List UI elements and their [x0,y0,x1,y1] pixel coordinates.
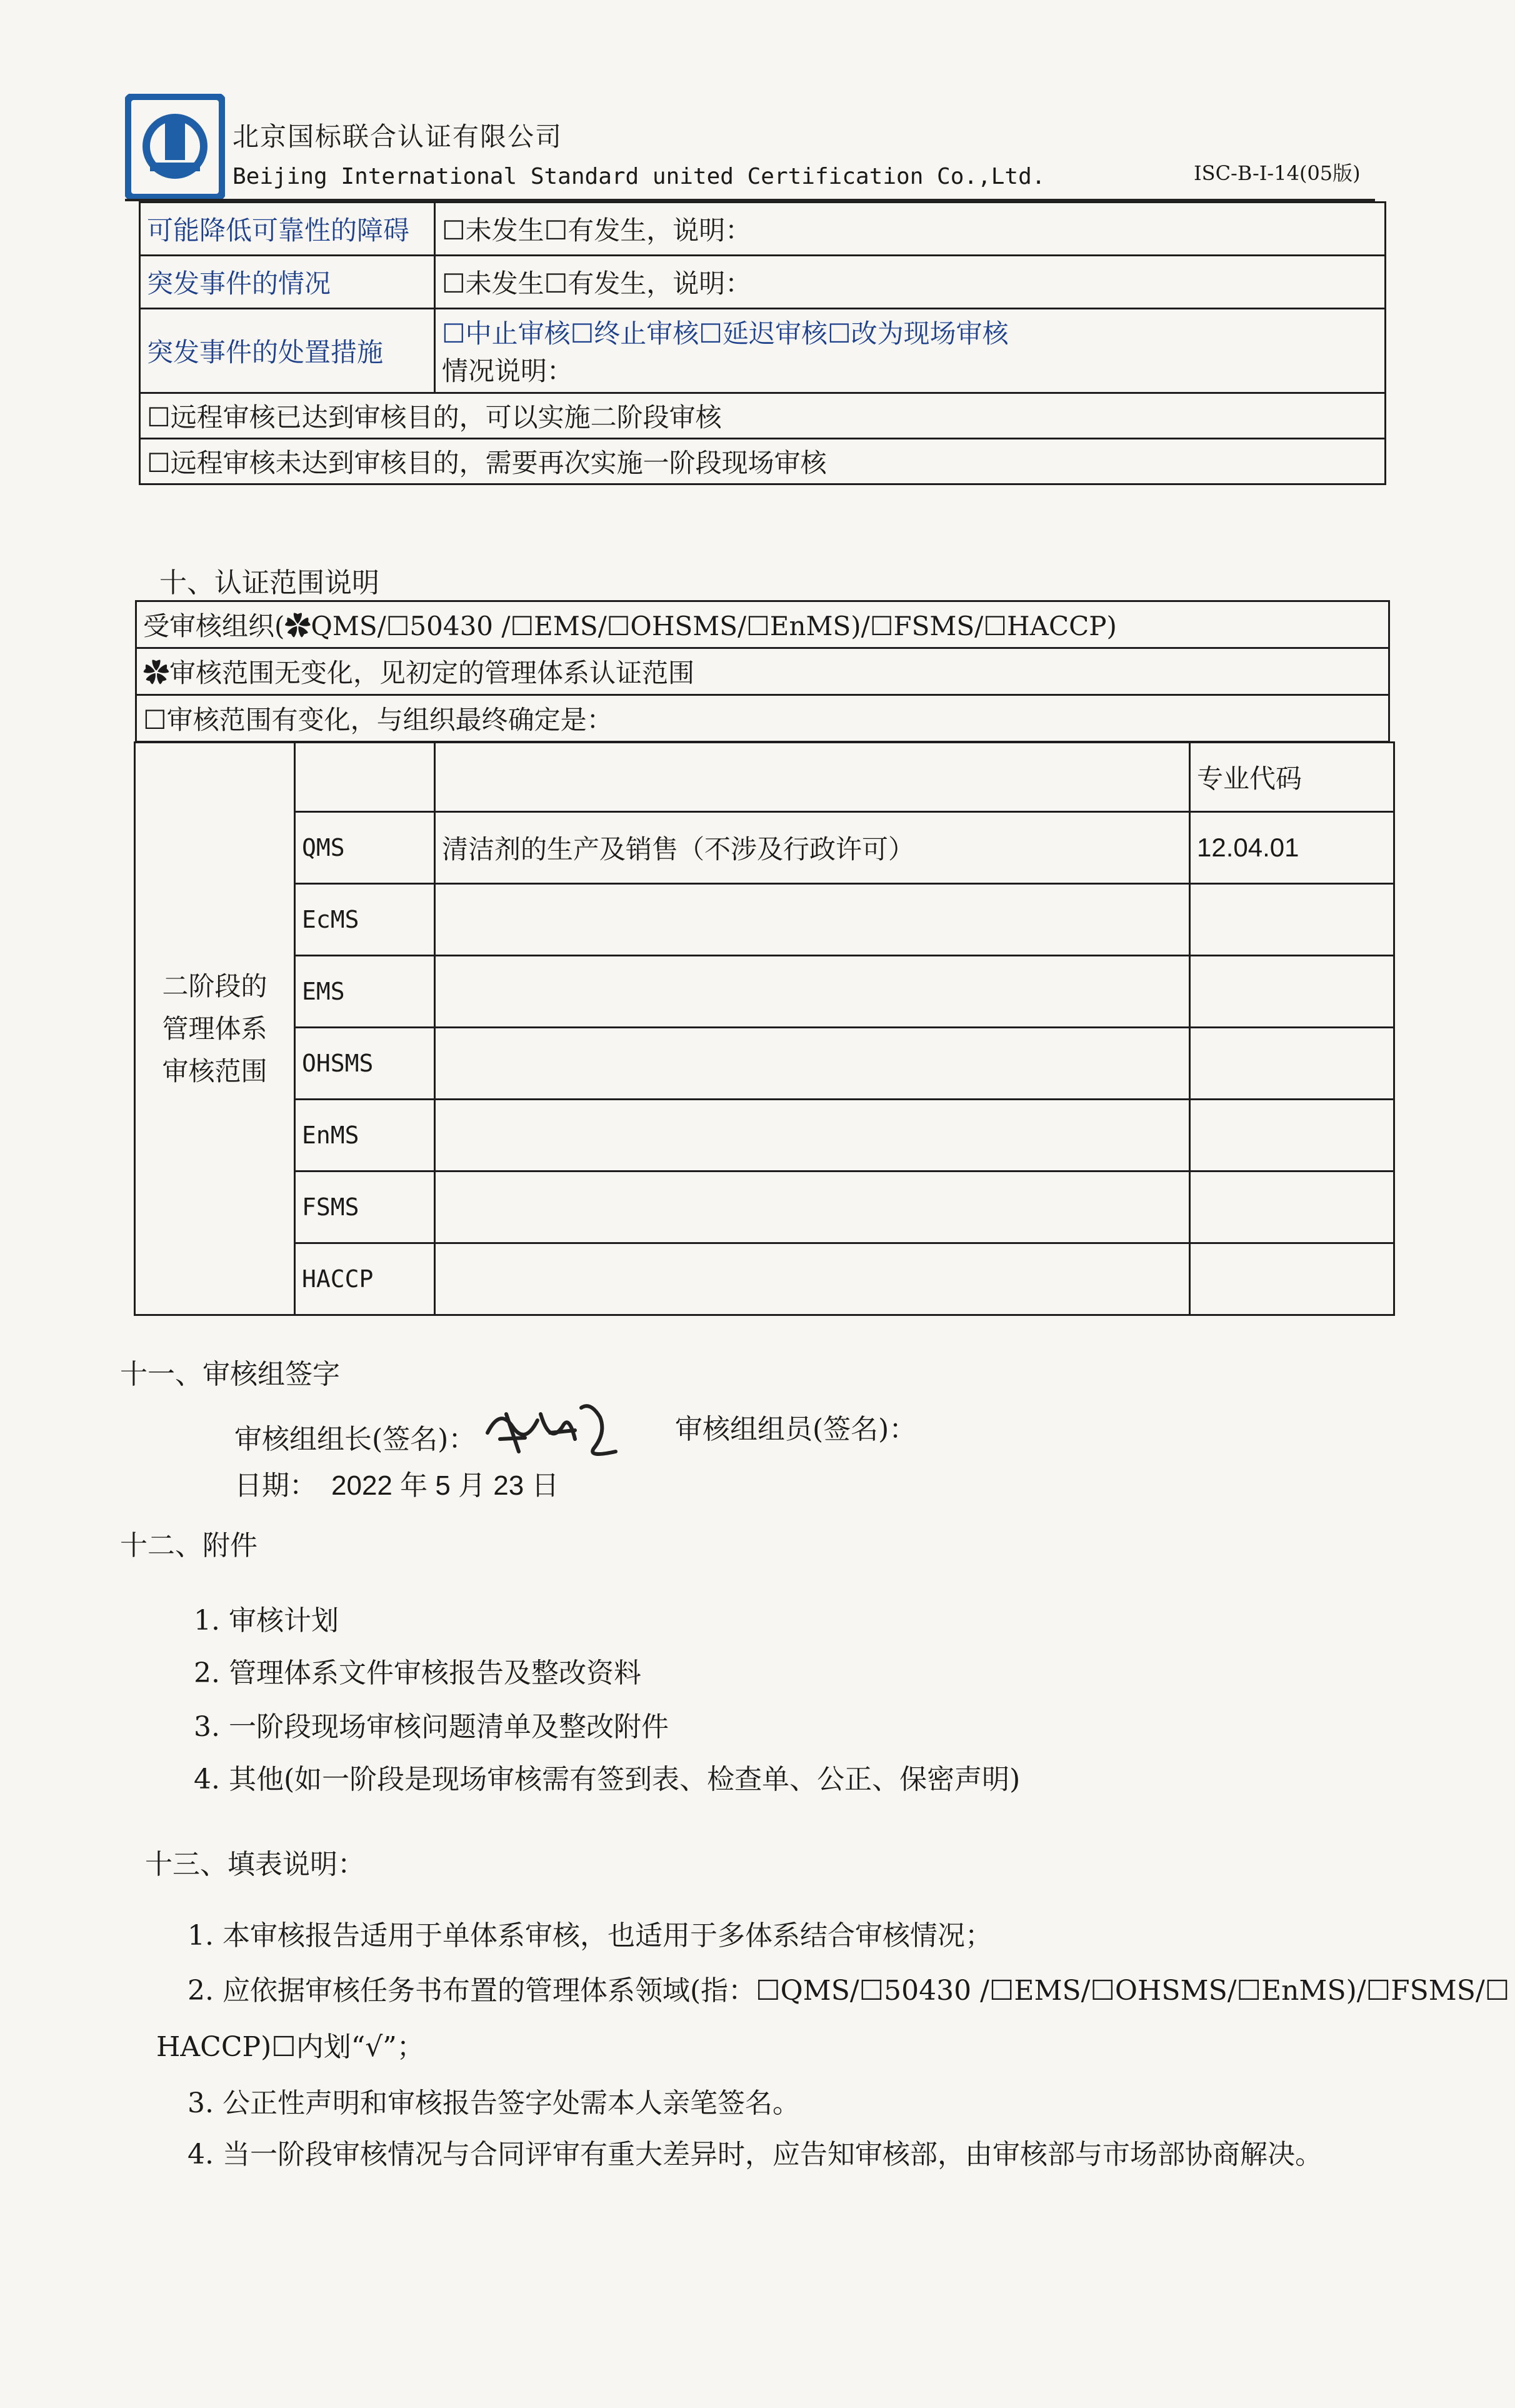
row-value: ☐未发生☐有发生，说明： [435,256,1386,309]
date-label: 日期： [234,1470,317,1502]
table-row [136,648,1389,695]
row-value-cell [435,309,1386,393]
remote-audit-table [139,201,1386,485]
member-signature-label: 审核组组员(签名)： [675,1413,917,1445]
row-value: ☐未发生☐有发生，说明： [435,203,1386,256]
scope-text [435,1243,1190,1315]
table-row [135,1243,1394,1315]
scope-text [435,1028,1190,1100]
system-name: EcMS [295,884,435,956]
industry-code [1190,1100,1394,1171]
table-row [140,439,1386,484]
instruction-item: 4. 当一阶段审核情况与合同评审有重大差异时，应告知审核部，由审核部与市场部协商解决。 [188,2139,1322,2170]
instruction-item: 2. 应依据审核任务书布置的管理体系领域(指：☐QMS/☐50430 /☐EMS/☐OHSMS/☐EnMS)/☐FSMS/☐ [188,1975,1510,2007]
attachment-item: 3. 一阶段现场审核问题清单及整改附件 [194,1711,669,1743]
table-row [140,203,1386,256]
scope-text [435,884,1190,956]
industry-code [1190,956,1394,1028]
table-row [135,1100,1394,1171]
row-label: 突发事件的情况 [140,256,435,309]
section-10-title: 十、认证范围说明 [159,567,379,599]
scope-text: 清洁剂的生产及销售（不涉及行政许可） [435,812,1190,884]
attachment-item: 1. 审核计划 [194,1605,339,1637]
form-code: ISC-B-I-14(05版) [1194,161,1361,185]
row-label: 可能降低可靠性的障碍 [140,203,435,256]
industry-code [1190,1171,1394,1243]
conclusion-not-achieved: ☐远程审核未达到审核目的，需要再次实施一阶段现场审核 [140,439,1386,484]
attachment-item: 2. 管理体系文件审核报告及整改资料 [194,1657,641,1689]
scope-unchanged: ✿审核范围无变化，见初定的管理体系认证范围 [136,648,1389,695]
scope-title-cell [135,743,295,1315]
table-row [135,1171,1394,1243]
system-name: FSMS [295,1171,435,1243]
system-name: OHSMS [295,1028,435,1100]
table-row [135,743,1394,812]
attachment-item: 4. 其他(如一阶段是现场审核需有签到表、检查单、公正、保密声明) [194,1763,1021,1795]
section-12-title: 十二、附件 [120,1530,258,1562]
system-name: EMS [295,956,435,1028]
instruction-item: 3. 公正性声明和审核报告签字处需本人亲笔签名。 [188,2087,800,2119]
table-row [136,601,1389,648]
header-blank [295,743,435,812]
table-row [140,256,1386,309]
system-name: HACCP [295,1243,435,1315]
table-row [135,884,1394,956]
audited-systems: 受审核组织(✿QMS/☐50430 /☐EMS/☐OHSMS/☐EnMS)/☐FSMS/☐HACCP) [136,601,1389,648]
conclusion-achieved: ☐远程审核已达到审核目的，可以实施二阶段审核 [140,393,1386,439]
leader-signature-label: 审核组组长(签名)： [234,1423,476,1455]
table-row [135,956,1394,1028]
system-name: QMS [295,812,435,884]
section-13-title: 十三、填表说明： [145,1849,365,1880]
industry-code [1190,1243,1394,1315]
table-row [136,695,1389,742]
company-name-en: Beijing International Standard united Certification Co.,Ltd. [232,164,1046,189]
row-label: 突发事件的处置措施 [140,309,435,393]
header-blank [435,743,1190,812]
industry-code [1190,1028,1394,1100]
code-header: 专业代码 [1190,743,1394,812]
table-row [140,309,1386,393]
company-name-cn: 北京国标联合认证有限公司 [232,121,563,152]
scope-changed: ☐审核范围有变化，与组织最终确定是： [136,695,1389,742]
scope-text [435,1171,1190,1243]
handwritten-signature [481,1389,625,1464]
table-row [135,812,1394,884]
stage2-scope-table [134,741,1395,1316]
scope-title-line: 审核范围 [162,1055,268,1086]
section-11-title: 十一、审核组签字 [120,1358,340,1390]
instruction-item: 1. 本审核报告适用于单体系审核，也适用于多体系结合审核情况； [188,1920,992,1952]
date-value: 2022 年 5 月 23 日 [331,1470,559,1501]
scope-text [435,1100,1190,1171]
certification-scope-table [135,600,1390,743]
row-value-note: 情况说明： [442,356,574,386]
industry-code: 12.04.01 [1190,812,1394,884]
industry-code [1190,884,1394,956]
scope-title-line: 二阶段的 [162,970,268,1001]
instruction-item-continued: HACCP)☐内划“√”； [156,2031,424,2063]
scope-title-line: 管理体系 [162,1013,268,1044]
scope-text [435,956,1190,1028]
company-logo [125,94,225,200]
row-value: ☐中止审核☐终止审核☐延迟审核☐改为现场审核 [442,318,1009,349]
table-row [135,1028,1394,1100]
system-name: EnMS [295,1100,435,1171]
table-row [140,393,1386,439]
